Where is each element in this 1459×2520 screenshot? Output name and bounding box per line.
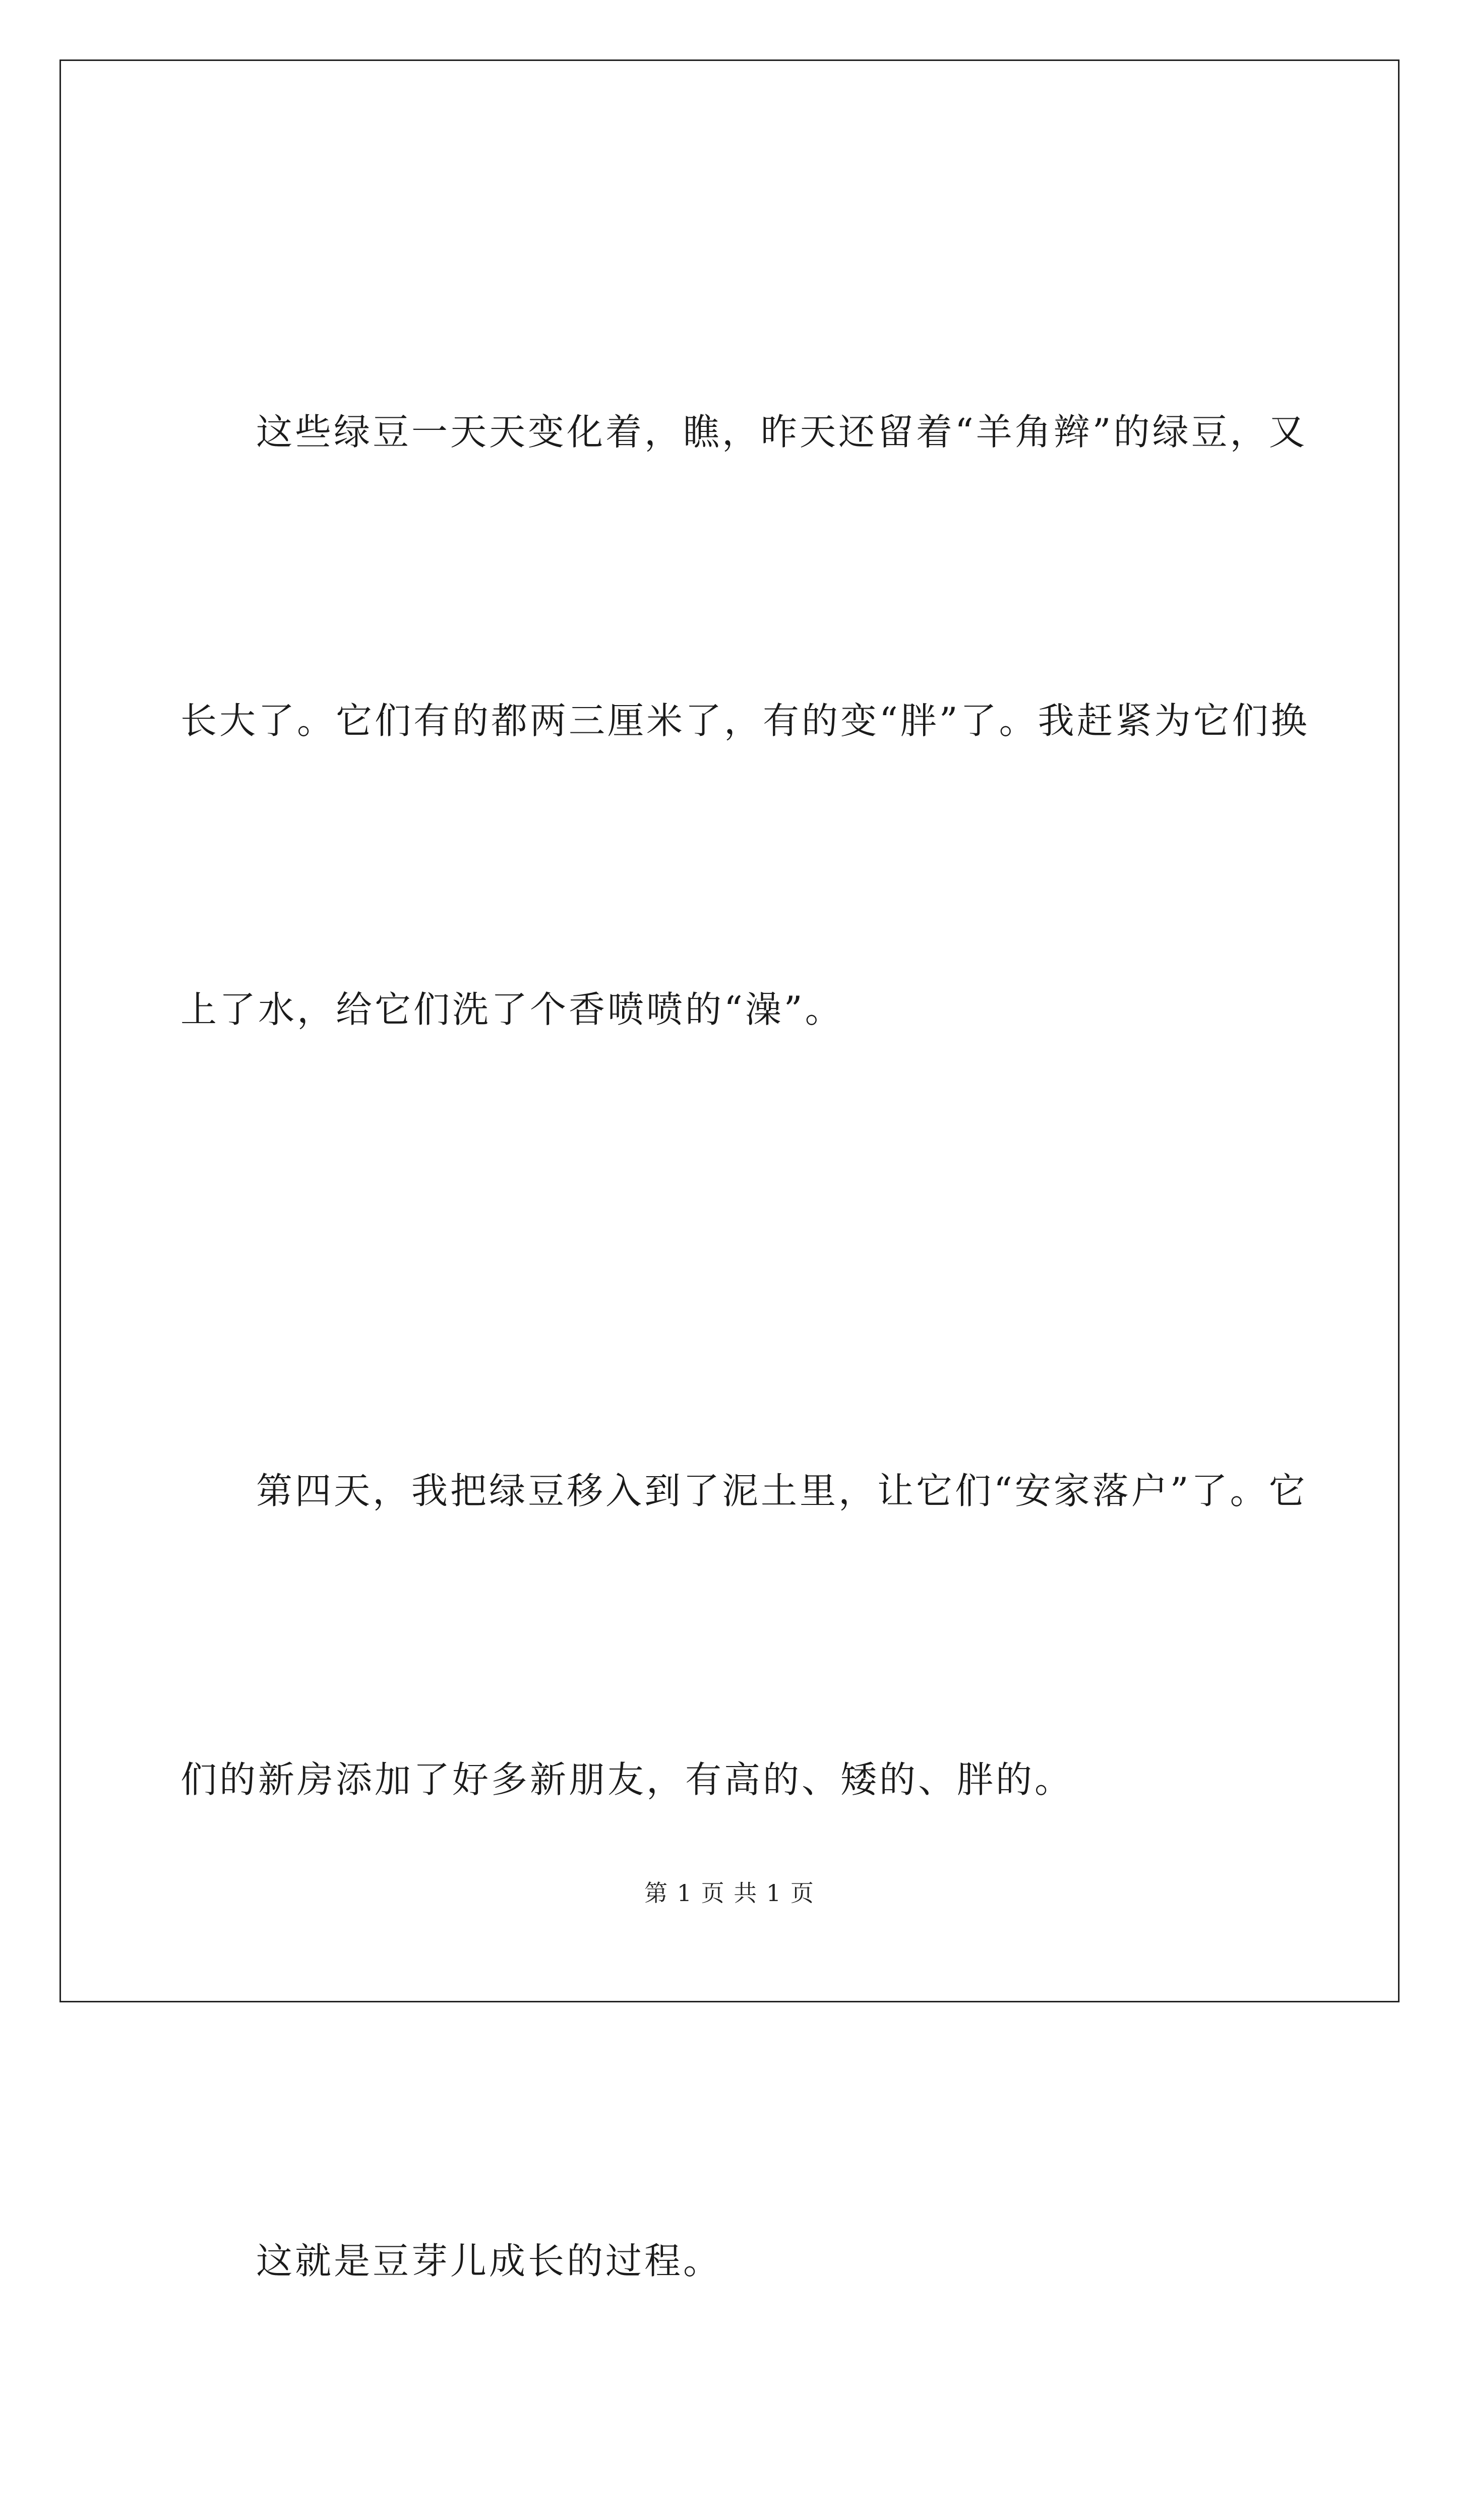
text-line: 第四天，我把绿豆移入到了泥土里，让它们“安家落户”了。它 <box>256 1470 1308 1512</box>
section-heading <box>179 2502 1286 2520</box>
document-body <box>180 192 1310 2520</box>
text-line: 这就是豆芽儿成长的过程。 <box>256 2240 722 2282</box>
text-line: 们的新房添加了好多新朋友，有高的、矮的、胖的。 <box>180 1758 1074 1801</box>
text-line: 上了水，给它们洗了个香喷喷的“澡”。 <box>180 988 844 1031</box>
paragraph-3 <box>180 2021 1286 2502</box>
paragraph-1 <box>180 192 1310 1250</box>
page-number-footer: 第 1 页 共 1 页 <box>644 1879 815 1907</box>
text-line: 长大了。它们有的都两三厘米了，有的变“胖”了。我赶紧为它们换 <box>180 700 1310 742</box>
text-line: 这些绿豆一天天变化着，瞧，昨天还留着“羊角辫”的绿豆，又 <box>256 411 1308 453</box>
